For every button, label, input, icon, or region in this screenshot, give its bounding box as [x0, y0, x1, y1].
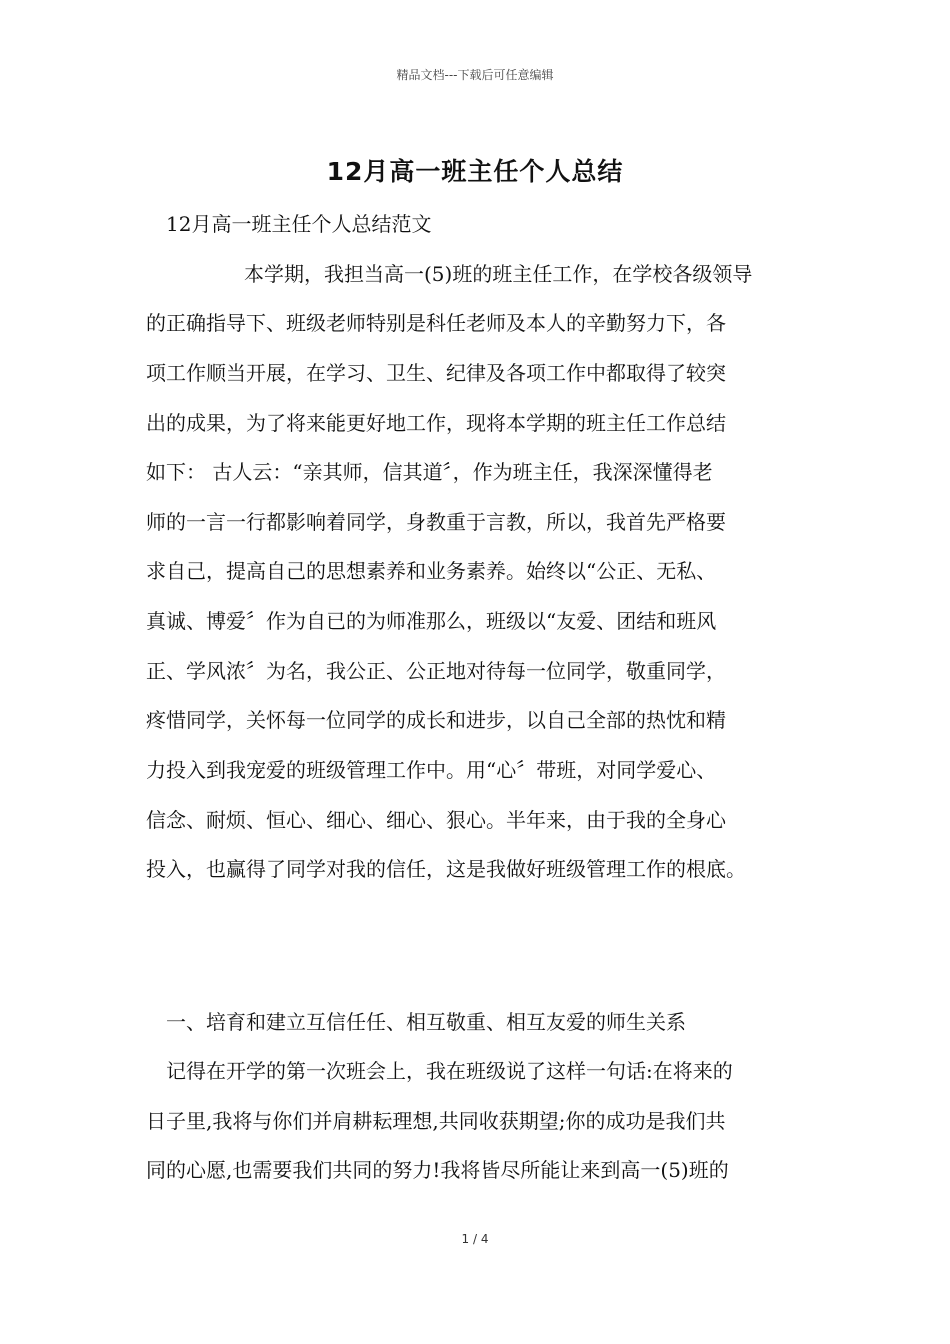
document-title: 12月高一班主任个人总结	[326, 157, 624, 186]
section-line: 日子里,我将与你们并肩耕耘理想,共同收获期望;你的成功是我们共	[146, 1109, 726, 1133]
intro-line: 疼惜同学，关怀每一位同学的成长和进步，以自己全部的热忱和精	[146, 708, 726, 732]
section-line: 记得在开学的第一次班会上，我在班级说了这样一句话:在将来的	[166, 1059, 733, 1083]
page-number: 1 / 4	[461, 1232, 489, 1246]
intro-line: 信念、耐烦、恒心、细心、细心、狠心。半年来，由于我的全身心	[146, 808, 726, 832]
intro-line: 正、学风浓〞为名，我公正、公正地对待每一位同学，敬重同学，	[146, 659, 726, 683]
section-line: 同的心愿,也需要我们共同的努力!我将皆尽所能让来到高一(5)班的	[146, 1158, 729, 1182]
intro-line: 出的成果，为了将来能更好地工作，现将本学期的班主任工作总结	[146, 411, 726, 435]
page-header: 精品文档---下载后可任意编辑	[396, 68, 554, 82]
intro-line: 投入，也赢得了同学对我的信任，这是我做好班级管理工作的根底。	[146, 857, 746, 881]
document-subtitle: 12月高一班主任个人总结范文	[166, 212, 432, 236]
intro-line: 真诚、博爱〞作为自已的为师准那么，班级以“友爱、团结和班风	[146, 609, 717, 633]
intro-line: 师的一言一行都影响着同学，身教重于言教，所以，我首先严格要	[146, 510, 726, 534]
intro-line: 本学期，我担当高一(5)班的班主任工作，在学校各级领导	[244, 262, 753, 286]
intro-line: 力投入到我宠爱的班级管理工作中。用“心〞带班，对同学爱心、	[146, 758, 717, 782]
intro-line: 求自己，提高自己的思想素养和业务素养。始终以“公正、无私、	[146, 559, 717, 583]
intro-line: 项工作顺当开展，在学习、卫生、纪律及各项工作中都取得了较突	[146, 361, 726, 385]
intro-line: 的正确指导下、班级老师特别是科任老师及本人的辛勤努力下，各	[146, 311, 726, 335]
intro-line: 如下： 古人云：“亲其师，信其道〞，作为班主任，我深深懂得老	[146, 460, 713, 484]
section-heading: 一、培育和建立互信任任、相互敬重、相互友爱的师生关系	[166, 1010, 686, 1034]
